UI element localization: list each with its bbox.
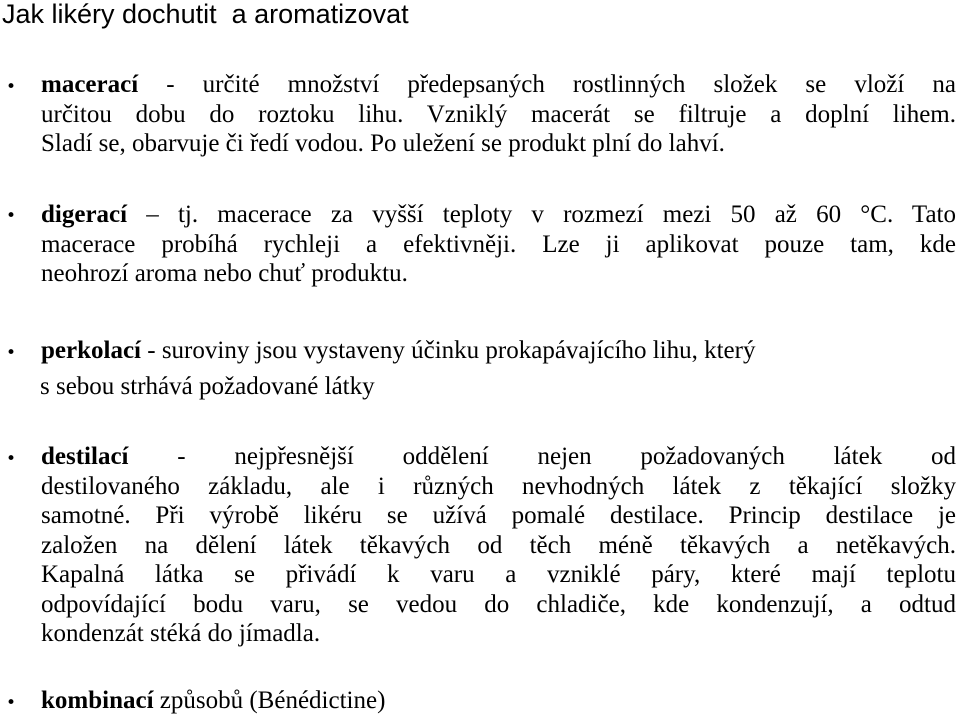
item-term: destilací: [41, 443, 129, 470]
list-item-combination: [41, 686, 385, 716]
item-text: – tj. macerace za vyšší teploty v rozmezí mezi 50 až 60 °C. Tato: [127, 201, 956, 228]
item-line: samotné. Při výrobě likéru se užívá pomalé destilace. Princip destilace je: [41, 502, 956, 529]
bullet-icon: •: [6, 693, 17, 713]
page-title: Jak likéry dochutit a aromatizovat: [2, 0, 409, 29]
item-line: [41, 336, 755, 366]
item-line: Kapalná látka se přivádí k varu a vzniklé páry, které mají teplotu: [41, 561, 956, 588]
item-continuation: s sebou strhává požadované látky: [40, 373, 375, 400]
list-item-percolation: [41, 336, 755, 366]
item-line: destilovaného základu, ale i různých nevhodných látek z těkající složky: [41, 472, 956, 500]
item-text: - suroviny jsou vystaveny účinku prokapávajícího lihu, který: [141, 337, 756, 364]
item-line: Sladí se, obarvuje či ředí vodou. Po uležení se produkt plní do lahví.: [41, 130, 725, 157]
item-line: neohrozí aroma nebo chuť produktu.: [41, 260, 408, 287]
item-line: [41, 200, 956, 230]
bullet-icon: •: [6, 206, 17, 226]
bullet-icon: •: [6, 77, 17, 97]
list-item-maceration: [41, 70, 956, 159]
item-line: [41, 442, 956, 472]
item-term: macerací: [41, 71, 139, 98]
item-line: určitou dobu do roztoku lihu. Vzniklý macerát se filtruje a doplní lihem.: [41, 100, 956, 128]
item-line: macerace probíhá rychleji a efektivněji. Lze ji aplikovat pouze tam, kde: [41, 230, 956, 258]
item-line: [41, 70, 956, 100]
item-line: kondenzát stéká do jímadla.: [41, 620, 321, 647]
item-term: digerací: [41, 201, 128, 228]
bullet-icon: •: [6, 343, 17, 363]
item-text: - nejpřesnější oddělení nejen požadovaných látek od: [128, 443, 956, 470]
item-line: odpovídající bodu varu, se vedou do chladiče, kde kondenzují, a odtud: [41, 590, 956, 618]
list-item-distillation: [41, 442, 956, 649]
item-term: perkolací: [41, 337, 141, 364]
item-term: kombinací: [41, 687, 154, 714]
item-line: [41, 686, 385, 716]
item-line: založen na dělení látek těkavých od těch méně těkavých a netěkavých.: [41, 531, 956, 559]
item-text: - určité množství předepsaných rostlinných složek se vloží na: [138, 71, 956, 98]
item-text: způsobů (Bénédictine): [153, 687, 386, 714]
bullet-icon: •: [6, 449, 17, 469]
list-item-digestion: [41, 200, 956, 289]
